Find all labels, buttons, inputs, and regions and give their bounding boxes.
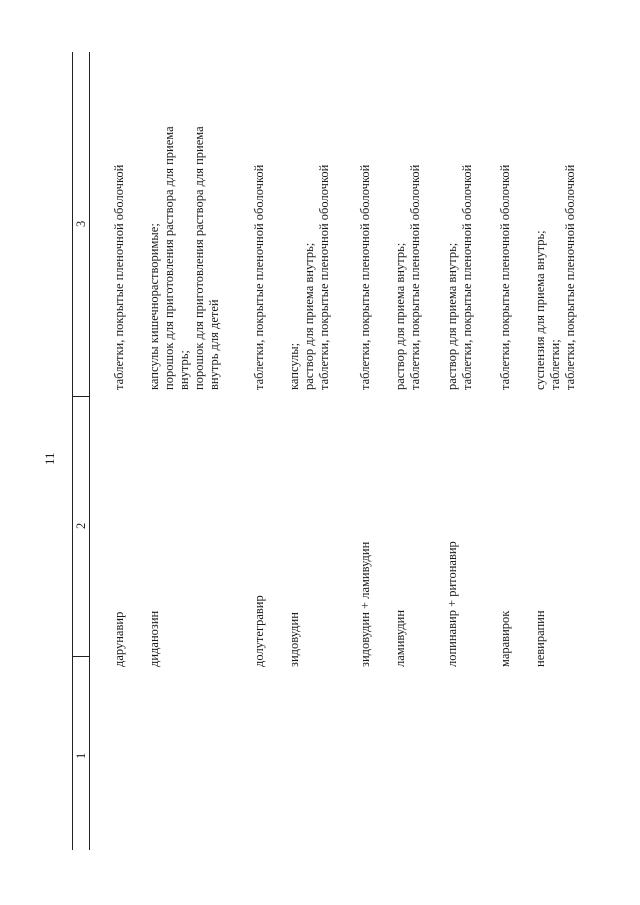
dosage-form-line: порошок для приготовления раствора для приема (162, 126, 176, 390)
table-top-rule (72, 52, 73, 850)
dosage-form-line: таблетки, покрытые пленочной оболочкой (460, 164, 474, 390)
drug-name: зидовудин (287, 612, 301, 667)
dosage-form-line: капсулы кишечнорастворимые; (147, 223, 161, 390)
dosage-form-line: раствор для приема внутрь; (445, 242, 459, 390)
dosage-forms (252, 165, 267, 390)
table-header-rule (89, 52, 90, 850)
page-number: 11 (42, 452, 57, 465)
dosage-form-line: таблетки, покрытые пленочной оболочкой (112, 164, 126, 390)
dosage-form-line: внутрь; (177, 350, 191, 390)
dosage-form-line: таблетки, покрытые пленочной оболочкой (358, 164, 372, 390)
column-divider-1 (72, 656, 89, 657)
dosage-form-line: таблетки, покрытые пленочной оболочкой (563, 164, 577, 390)
dosage-forms (287, 165, 332, 390)
column-header-2: 2 (74, 522, 88, 529)
drug-name: диданозин (147, 610, 161, 667)
dosage-form-line: капсулы; (287, 342, 301, 390)
drug-name: зидовудин + ламивудин (358, 541, 372, 667)
dosage-forms (358, 165, 373, 390)
dosage-form-line: суспензия для приема внутрь; (533, 230, 547, 390)
column-divider-2 (72, 396, 89, 397)
dosage-forms (533, 165, 578, 390)
dosage-form-line: таблетки, покрытые пленочной оболочкой (408, 164, 422, 390)
drug-name: лопинавир + ритонавир (445, 541, 459, 667)
dosage-forms (147, 126, 222, 390)
dosage-form-line: таблетки, покрытые пленочной оболочкой (317, 164, 331, 390)
dosage-form-line: таблетки, покрытые пленочной оболочкой (498, 164, 512, 390)
drug-name: дарунавир (112, 611, 126, 667)
dosage-forms (393, 165, 423, 390)
dosage-form-line: таблетки; (548, 339, 562, 390)
dosage-form-line: раствор для приема внутрь; (393, 242, 407, 390)
drug-name: невирапин (533, 610, 547, 667)
column-header-1: 1 (74, 752, 88, 759)
drug-name: маравирок (498, 610, 512, 667)
dosage-form-line: таблетки, покрытые пленочной оболочкой (252, 164, 266, 390)
dosage-form-line: раствор для приема внутрь; (302, 242, 316, 390)
drug-name: долутегравир (252, 595, 266, 667)
dosage-forms (445, 165, 475, 390)
dosage-form-line: порошок для приготовления раствора для приема (192, 126, 206, 390)
dosage-forms (112, 165, 127, 390)
dosage-form-line: внутрь для детей (207, 299, 221, 390)
drug-name: ламивудин (393, 609, 407, 667)
column-header-3: 3 (74, 220, 88, 227)
dosage-forms (498, 165, 513, 390)
